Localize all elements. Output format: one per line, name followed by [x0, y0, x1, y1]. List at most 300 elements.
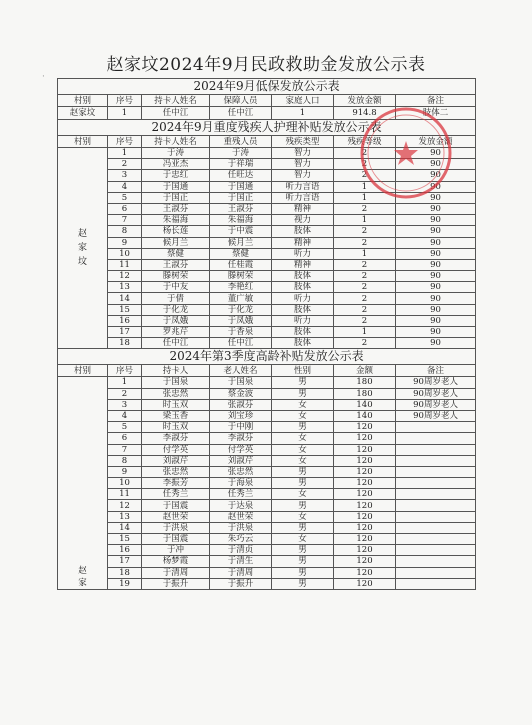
table-cell: 男 — [272, 500, 334, 511]
table-cell: 90 — [396, 181, 476, 192]
table-cell: 90 — [396, 203, 476, 214]
table-cell: 12 — [108, 271, 142, 282]
table-cell: 精神 — [272, 203, 334, 214]
table-cell: 180 — [334, 388, 396, 399]
table-cell: 18 — [108, 567, 142, 578]
section-title: 2024年第3季度高龄补贴发放公示表 — [58, 349, 476, 365]
table-cell: 90周岁老人 — [396, 399, 476, 410]
table-row — [58, 567, 476, 578]
table-cell: 1 — [334, 181, 396, 192]
table-cell: 男 — [272, 556, 334, 567]
table-cell: 蔡健 — [142, 248, 210, 259]
table-cell: 肢体 — [272, 271, 334, 282]
table-cell: 时玉双 — [142, 422, 210, 433]
table-cell: 90 — [396, 271, 476, 282]
column-header: 备注 — [396, 365, 476, 377]
table-cell: 张忠然 — [142, 466, 210, 477]
table-cell: 120 — [334, 522, 396, 533]
table-cell: 任中江 — [142, 338, 210, 349]
table-cell: 时玉双 — [142, 399, 210, 410]
table-row — [58, 422, 476, 433]
table-cell — [396, 567, 476, 578]
table-row — [58, 148, 476, 159]
header-row — [58, 136, 476, 148]
table-cell: 90 — [396, 282, 476, 293]
table-cell: 17 — [108, 556, 142, 567]
table-cell: 2 — [334, 226, 396, 237]
table-cell: 2 — [334, 271, 396, 282]
table-row — [58, 466, 476, 477]
table-cell: 肢体二 — [396, 107, 476, 120]
table-cell: 冯亚杰 — [142, 159, 210, 170]
table-cell: 于国泉 — [210, 377, 272, 388]
column-header: 残疾类型 — [272, 136, 334, 148]
column-header: 持卡人姓名 — [142, 136, 210, 148]
table-cell: 120 — [334, 534, 396, 545]
table-cell: 90 — [396, 315, 476, 326]
table-cell: 2 — [334, 304, 396, 315]
column-header: 发放金额 — [396, 136, 476, 148]
table-cell: 李振芳 — [142, 478, 210, 489]
scan-mark: · — [42, 72, 45, 82]
table-cell: 140 — [334, 410, 396, 421]
section-title-row — [58, 120, 476, 136]
column-header: 序号 — [108, 136, 142, 148]
table-cell: 11 — [108, 259, 142, 270]
table-row — [58, 433, 476, 444]
table-cell: 12 — [108, 500, 142, 511]
column-header: 重残人员 — [210, 136, 272, 148]
table-cell: 120 — [334, 545, 396, 556]
table-cell: 于中刚 — [210, 422, 272, 433]
table-cell: 于倩 — [142, 293, 210, 304]
column-header: 残疾等级 — [334, 136, 396, 148]
table-cell: 120 — [334, 567, 396, 578]
table-cell: 5 — [108, 192, 142, 203]
table-cell: 5 — [108, 422, 142, 433]
column-header: 持卡人 — [142, 365, 210, 377]
table-row — [58, 259, 476, 270]
table-row — [58, 522, 476, 533]
column-header: 序号 — [108, 365, 142, 377]
table-cell: 4 — [108, 410, 142, 421]
table-cell — [396, 556, 476, 567]
table-row — [58, 399, 476, 410]
table-cell: 8 — [108, 226, 142, 237]
table-cell: 18 — [108, 338, 142, 349]
table-cell: 6 — [108, 433, 142, 444]
table-cell: 王淑芬 — [142, 203, 210, 214]
table-row — [58, 248, 476, 259]
table-cell: 候月兰 — [142, 237, 210, 248]
table-cell: 2 — [334, 293, 396, 304]
table-cell — [396, 422, 476, 433]
table-cell: 1 — [334, 248, 396, 259]
section-title-row — [58, 79, 476, 95]
table-cell: 听力言语 — [272, 192, 334, 203]
table-cell: 2 — [108, 159, 142, 170]
table-cell: 杨长莲 — [142, 226, 210, 237]
table-cell: 于涛 — [210, 148, 272, 159]
table-row — [58, 304, 476, 315]
table-cell: 张忠然 — [210, 466, 272, 477]
table-cell: 男 — [272, 422, 334, 433]
table-cell: 于洪泉 — [210, 522, 272, 533]
table-cell: 女 — [272, 489, 334, 500]
table-cell: 140 — [334, 399, 396, 410]
table-cell — [396, 511, 476, 522]
column-header: 性别 — [272, 365, 334, 377]
page-title: 赵家坟2024年9月民政救助金发放公示表 — [106, 55, 426, 75]
table-cell — [396, 534, 476, 545]
table-row — [58, 215, 476, 226]
table-cell: 于国正 — [210, 192, 272, 203]
table-cell: 听力言语 — [272, 181, 334, 192]
table-cell: 于振升 — [210, 578, 272, 589]
table-cell: 张忠然 — [142, 388, 210, 399]
table-cell: 智力 — [272, 159, 334, 170]
table-cell — [396, 500, 476, 511]
table-cell: 李淑芬 — [142, 433, 210, 444]
table-cell: 于凤娥 — [210, 315, 272, 326]
table-cell: 90 — [396, 293, 476, 304]
table-row — [58, 534, 476, 545]
table-cell: 90 — [396, 170, 476, 181]
table-row — [58, 388, 476, 399]
table-cell: 1 — [108, 377, 142, 388]
table-cell: 2 — [334, 338, 396, 349]
table-cell: 朱福海 — [142, 215, 210, 226]
table-cell: 任中江 — [142, 107, 210, 120]
table-cell: 120 — [334, 455, 396, 466]
table-cell: 90 — [396, 192, 476, 203]
relief-table — [57, 78, 476, 590]
table-cell: 2 — [334, 148, 396, 159]
column-header: 村别 — [58, 95, 108, 107]
table-cell: 于化龙 — [210, 304, 272, 315]
table-row — [58, 545, 476, 556]
table-cell: 肢体 — [272, 304, 334, 315]
table-cell: 2 — [334, 170, 396, 181]
table-cell: 120 — [334, 556, 396, 567]
column-header: 备注 — [396, 95, 476, 107]
table-cell: 女 — [272, 455, 334, 466]
table-row — [58, 578, 476, 589]
table-cell: 刘淑芹 — [210, 455, 272, 466]
table-cell: 1 — [108, 107, 142, 120]
table-cell: 梁玉香 — [142, 410, 210, 421]
table-cell: 9 — [108, 466, 142, 477]
table-cell: 朱巧云 — [210, 534, 272, 545]
table-cell: 7 — [108, 215, 142, 226]
column-header: 发放金额 — [334, 95, 396, 107]
table-cell: 120 — [334, 466, 396, 477]
table-cell: 女 — [272, 511, 334, 522]
table-cell: 3 — [108, 170, 142, 181]
table-cell: 120 — [334, 422, 396, 433]
table-cell: 滕树荣 — [210, 271, 272, 282]
table-cell: 智力 — [272, 148, 334, 159]
table-row — [58, 338, 476, 349]
table-cell: 于清贞 — [210, 545, 272, 556]
table-cell: 11 — [108, 489, 142, 500]
document-body — [57, 78, 475, 590]
table-cell — [396, 466, 476, 477]
table-cell: 肢体 — [272, 327, 334, 338]
table-cell: 90 — [396, 148, 476, 159]
table-cell: 120 — [334, 478, 396, 489]
table-row — [58, 410, 476, 421]
table-cell: 任中江 — [210, 107, 272, 120]
table-cell: 90 — [396, 159, 476, 170]
table-cell: 15 — [108, 304, 142, 315]
table-row — [58, 478, 476, 489]
table-cell: 于清生 — [210, 556, 272, 567]
table-cell: 于中友 — [142, 282, 210, 293]
table-cell: 付学英 — [142, 444, 210, 455]
table-cell: 男 — [272, 578, 334, 589]
table-cell: 9 — [108, 237, 142, 248]
table-cell: 10 — [108, 248, 142, 259]
table-cell: 2 — [334, 203, 396, 214]
table-cell: 120 — [334, 500, 396, 511]
table-cell: 于国泉 — [142, 377, 210, 388]
table-cell — [396, 578, 476, 589]
table-cell: 男 — [272, 388, 334, 399]
table-cell: 男 — [272, 466, 334, 477]
section-title-row — [58, 349, 476, 365]
table-row — [58, 455, 476, 466]
table-cell: 2 — [334, 282, 396, 293]
table-cell: 15 — [108, 534, 142, 545]
table-cell: 2 — [334, 315, 396, 326]
table-row — [58, 293, 476, 304]
table-cell: 于忠红 — [142, 170, 210, 181]
table-cell — [396, 478, 476, 489]
table-cell: 于国震 — [142, 500, 210, 511]
table-cell: 120 — [334, 444, 396, 455]
table-cell: 13 — [108, 282, 142, 293]
table-cell: 120 — [334, 489, 396, 500]
table-cell: 17 — [108, 327, 142, 338]
table-row — [58, 377, 476, 388]
table-row — [58, 511, 476, 522]
table-cell: 2 — [108, 388, 142, 399]
column-header: 保障人员 — [210, 95, 272, 107]
table-cell: 6 — [108, 203, 142, 214]
table-cell: 2 — [334, 159, 396, 170]
table-cell: 于冲 — [142, 545, 210, 556]
table-cell: 于振升 — [142, 578, 210, 589]
table-cell: 3 — [108, 399, 142, 410]
table-cell: 视力 — [272, 215, 334, 226]
table-cell: 任旺达 — [210, 170, 272, 181]
table-cell: 于国通 — [210, 181, 272, 192]
table-cell: 男 — [272, 522, 334, 533]
table-cell: 精神 — [272, 237, 334, 248]
table-cell: 于清周 — [142, 567, 210, 578]
table-cell: 14 — [108, 522, 142, 533]
table-cell: 1 — [334, 192, 396, 203]
table-cell: 蔡金波 — [210, 388, 272, 399]
table-cell: 赵世荣 — [210, 511, 272, 522]
table-cell — [396, 455, 476, 466]
table-cell: 于祥瑞 — [210, 159, 272, 170]
table-row — [58, 327, 476, 338]
table-cell: 914.8 — [334, 107, 396, 120]
table-cell: 120 — [334, 511, 396, 522]
table-cell: 于凤娥 — [142, 315, 210, 326]
table-cell: 90 — [396, 248, 476, 259]
table-cell: 任秀兰 — [142, 489, 210, 500]
table-cell: 于化龙 — [142, 304, 210, 315]
village-name: 赵 家 — [58, 377, 108, 590]
table-cell: 男 — [272, 567, 334, 578]
table-cell: 2 — [334, 237, 396, 248]
table-row — [58, 192, 476, 203]
table-cell: 李艳红 — [210, 282, 272, 293]
table-cell: 女 — [272, 534, 334, 545]
table-cell: 女 — [272, 444, 334, 455]
table-row — [58, 181, 476, 192]
table-cell: 男 — [272, 545, 334, 556]
section-title: 2024年9月重度残疾人护理补贴发放公示表 — [58, 120, 476, 136]
table-cell: 90 — [396, 226, 476, 237]
table-cell: 任桂霞 — [210, 259, 272, 270]
table-cell — [396, 489, 476, 500]
table-cell: 于中震 — [210, 226, 272, 237]
table-cell: 90 — [396, 215, 476, 226]
table-cell: 16 — [108, 545, 142, 556]
table-row — [58, 556, 476, 567]
table-cell: 罗兆芹 — [142, 327, 210, 338]
header-row — [58, 95, 476, 107]
table-cell: 120 — [334, 433, 396, 444]
table-cell: 19 — [108, 578, 142, 589]
table-cell: 于清周 — [210, 567, 272, 578]
table-cell: 于香泉 — [210, 327, 272, 338]
table-row — [58, 271, 476, 282]
table-cell: 14 — [108, 293, 142, 304]
table-cell: 180 — [334, 377, 396, 388]
table-cell: 10 — [108, 478, 142, 489]
village-name: 赵 家 坟 — [58, 148, 108, 349]
section-title: 2024年9月低保发放公示表 — [58, 79, 476, 95]
table-cell: 90周岁老人 — [396, 388, 476, 399]
table-cell: 肢体 — [272, 282, 334, 293]
table-cell: 90 — [396, 259, 476, 270]
table-cell: 8 — [108, 455, 142, 466]
table-cell — [396, 444, 476, 455]
table-cell: 王淑芬 — [142, 259, 210, 270]
table-cell: 1 — [334, 327, 396, 338]
table-cell: 13 — [108, 511, 142, 522]
table-cell: 于国通 — [142, 181, 210, 192]
table-row — [58, 315, 476, 326]
table-cell: 90 — [396, 338, 476, 349]
table-row — [58, 444, 476, 455]
table-cell: 精神 — [272, 259, 334, 270]
table-cell: 7 — [108, 444, 142, 455]
table-cell: 男 — [272, 478, 334, 489]
column-header: 老人姓名 — [210, 365, 272, 377]
table-row — [58, 237, 476, 248]
table-cell: 朱福海 — [210, 215, 272, 226]
column-header: 家庭人口 — [272, 95, 334, 107]
table-cell: 女 — [272, 410, 334, 421]
column-header: 村别 — [58, 365, 108, 377]
table-cell: 任秀兰 — [210, 489, 272, 500]
table-cell: 董广敏 — [210, 293, 272, 304]
table-cell: 赵家坟 — [58, 107, 108, 120]
table-cell: 肢体 — [272, 338, 334, 349]
column-header: 序号 — [108, 95, 142, 107]
table-cell: 于国正 — [142, 192, 210, 203]
table-cell: 刘淑芹 — [142, 455, 210, 466]
header-row — [58, 365, 476, 377]
column-header: 持卡人姓名 — [142, 95, 210, 107]
table-cell: 90 — [396, 327, 476, 338]
table-cell: 听力 — [272, 248, 334, 259]
table-cell: 王淑芬 — [210, 203, 272, 214]
table-cell: 于达泉 — [210, 500, 272, 511]
table-cell: 1 — [108, 148, 142, 159]
table-cell: 女 — [272, 399, 334, 410]
column-header: 村别 — [58, 136, 108, 148]
table-cell: 听力 — [272, 293, 334, 304]
table-cell — [396, 433, 476, 444]
table-cell: 男 — [272, 377, 334, 388]
table-row — [58, 203, 476, 214]
column-header: 金额 — [334, 365, 396, 377]
table-cell: 于涛 — [142, 148, 210, 159]
table-cell: 智力 — [272, 170, 334, 181]
table-cell: 滕树荣 — [142, 271, 210, 282]
table-cell: 于洪泉 — [142, 522, 210, 533]
table-cell: 90 — [396, 237, 476, 248]
table-row — [58, 489, 476, 500]
table-cell: 张淑芬 — [210, 399, 272, 410]
table-row — [58, 226, 476, 237]
table-cell: 杨梦霞 — [142, 556, 210, 567]
table-cell: 90周岁老人 — [396, 377, 476, 388]
table-cell: 候月兰 — [210, 237, 272, 248]
table-cell: 90周岁老人 — [396, 410, 476, 421]
table-cell: 1 — [334, 215, 396, 226]
table-cell: 蔡健 — [210, 248, 272, 259]
table-row — [58, 500, 476, 511]
table-cell: 李淑芬 — [210, 433, 272, 444]
table-row — [58, 170, 476, 181]
table-row — [58, 159, 476, 170]
table-cell: 于海泉 — [210, 478, 272, 489]
table-cell: 2 — [334, 259, 396, 270]
table-cell: 1 — [272, 107, 334, 120]
table-cell: 赵世荣 — [142, 511, 210, 522]
table-cell: 于国震 — [142, 534, 210, 545]
table-cell: 听力 — [272, 315, 334, 326]
table-cell — [396, 522, 476, 533]
table-cell: 90 — [396, 304, 476, 315]
table-cell: 4 — [108, 181, 142, 192]
table-cell: 女 — [272, 433, 334, 444]
table-cell: 16 — [108, 315, 142, 326]
table-cell: 任中江 — [210, 338, 272, 349]
table-cell: 肢体 — [272, 226, 334, 237]
table-cell — [396, 545, 476, 556]
table-cell: 刘宝珍 — [210, 410, 272, 421]
table-row — [58, 107, 476, 120]
